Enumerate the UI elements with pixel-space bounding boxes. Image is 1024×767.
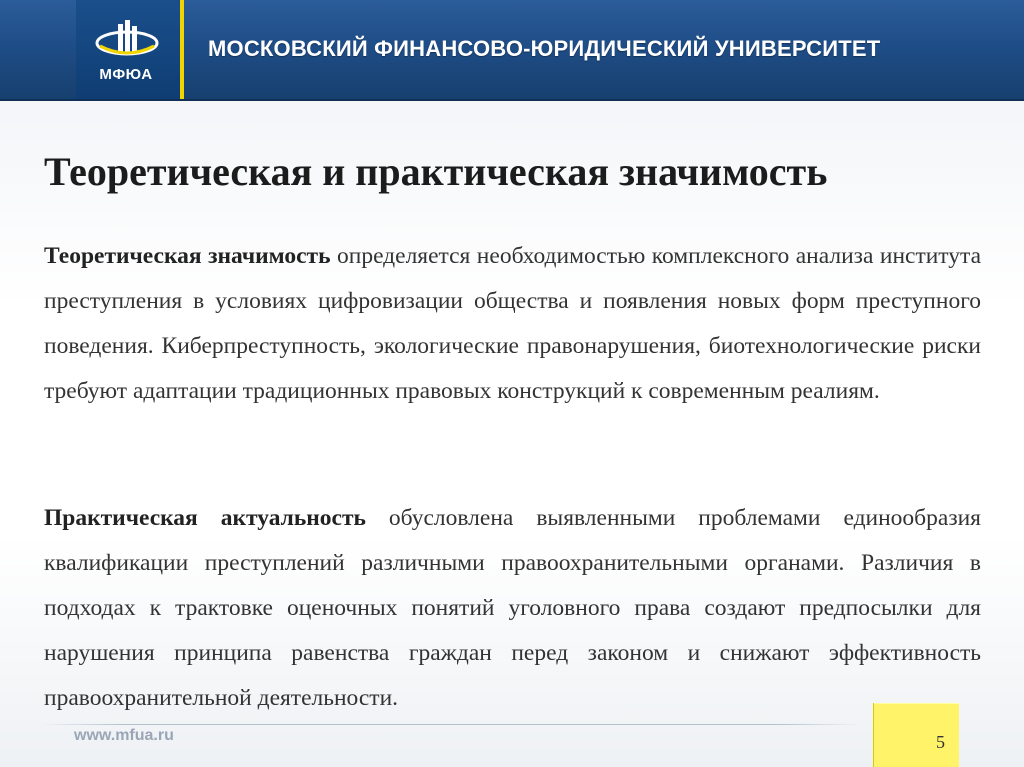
footer-divider	[40, 724, 860, 725]
slide-header	[0, 0, 1024, 101]
logo-text: МФЮА	[99, 66, 153, 83]
slide-title: Теоретическая и практическая значимость	[44, 149, 828, 194]
university-logo	[76, 0, 184, 99]
website-link[interactable]: www.mfua.ru	[74, 727, 174, 744]
page-number: 5	[936, 732, 945, 752]
page-number-box	[873, 703, 959, 767]
paragraph-text: определяется необходимостью комплексного анализа института преступления в условиях цифровизации общества и появления новых форм преступного поведения. Киберпреступность, экологические правонарушения, биотехнологические риски требуют адаптации традиционных правовых конструкций к современным реалиям.	[44, 243, 981, 404]
paragraph-theoretical	[44, 234, 981, 414]
university-name: МОСКОВСКИЙ ФИНАНСОВО-ЮРИДИЧЕСКИЙ УНИВЕРСИТЕТ	[208, 36, 881, 61]
paragraph-text: обусловлена выявленными проблемами единообразия квалификации преступлений различными правоохранительными органами. Различия в подходах к трактовке оценочных понятий уголовного права создают предпосылки для нарушения принципа равенства граждан перед законом и снижают эффективность правоохранительной деятельности.	[44, 505, 981, 711]
paragraph-lead: Практическая актуальность	[44, 505, 366, 531]
paragraph-lead: Теоретическая значимость	[44, 243, 331, 269]
university-emblem-icon	[92, 16, 162, 66]
paragraph-practical	[44, 496, 981, 721]
